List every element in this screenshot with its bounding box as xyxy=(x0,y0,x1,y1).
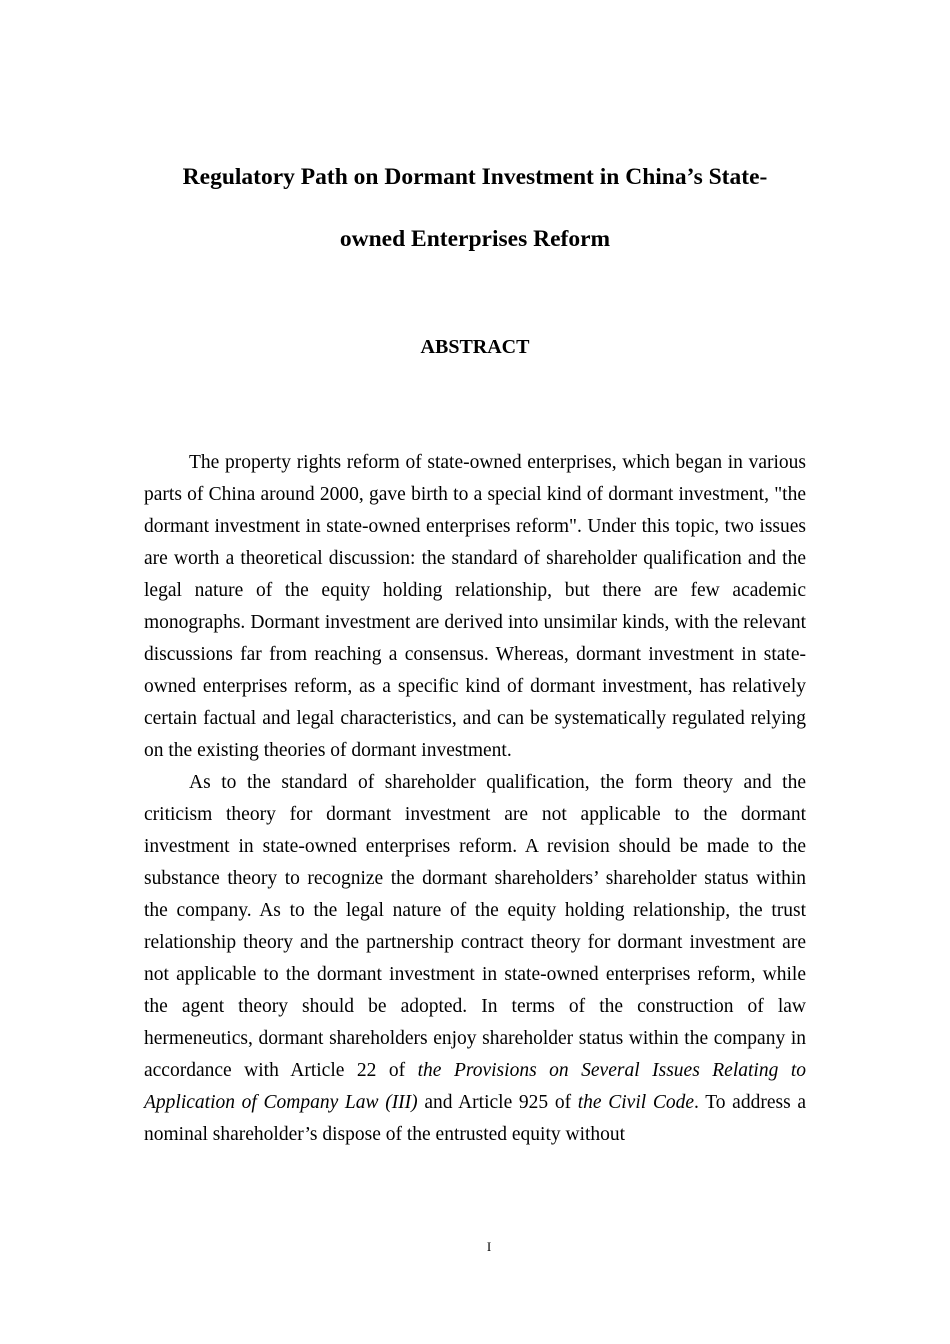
abstract-body xyxy=(144,447,806,1151)
paragraph-2-text-3: . To address a nominal shareholder’s dispose of the entrusted equity without xyxy=(144,1092,806,1145)
abstract-paragraph-2 xyxy=(144,767,806,1151)
abstract-paragraph-1: The property rights reform of state-owned enterprises, which began in various parts of China around 2000, gave birth to a special kind of dormant investment, "the dormant investment in state-owned enterprises reform". Under this topic, two issues are worth a theoretical discussion: the standard of shareholder qualification and the legal nature of the equity holding relationship, but there are few academic monographs. Dormant investment are derived into unsimilar kinds, with the relevant discussions far from reaching a consensus. Whereas, dormant investment in state-owned enterprises reform, as a specific kind of dormant investment, has relatively certain factual and legal characteristics, and can be systematically regulated relying on the existing theories of dormant investment. xyxy=(144,452,806,761)
document-title xyxy=(140,146,810,270)
paragraph-2-text-1: As to the standard of shareholder qualification, the form theory and the criticism theory for dormant investment are not applicable to the dormant investment in state-owned enterprises reform. A revision should be made to the substance theory to recognize the dormant shareholders’ shareholder status within the company. As to the legal nature of the equity holding relationship, the trust relationship theory and the partnership contract theory for dormant investment are not applicable to the dormant investment in state-owned enterprises reform, while the agent theory should be adopted. In terms of the construction of law hermeneutics, dormant shareholders enjoy shareholder status within the company in accordance with Article 22 of xyxy=(144,772,806,1081)
provisions-citation: the Provisions on Several Issues Relating to Application of Company Law (III) xyxy=(144,1060,807,1113)
paragraph-2-text-2: and Article 925 of xyxy=(417,1092,578,1113)
page-number: I xyxy=(486,1239,492,1254)
abstract-heading: ABSTRACT xyxy=(420,336,530,358)
civil-code-citation: the Civil Code xyxy=(577,1092,695,1113)
title-line-2: owned Enterprises Reform xyxy=(339,226,611,252)
title-line-1: Regulatory Path on Dormant Investment in China’s State- xyxy=(182,164,768,190)
